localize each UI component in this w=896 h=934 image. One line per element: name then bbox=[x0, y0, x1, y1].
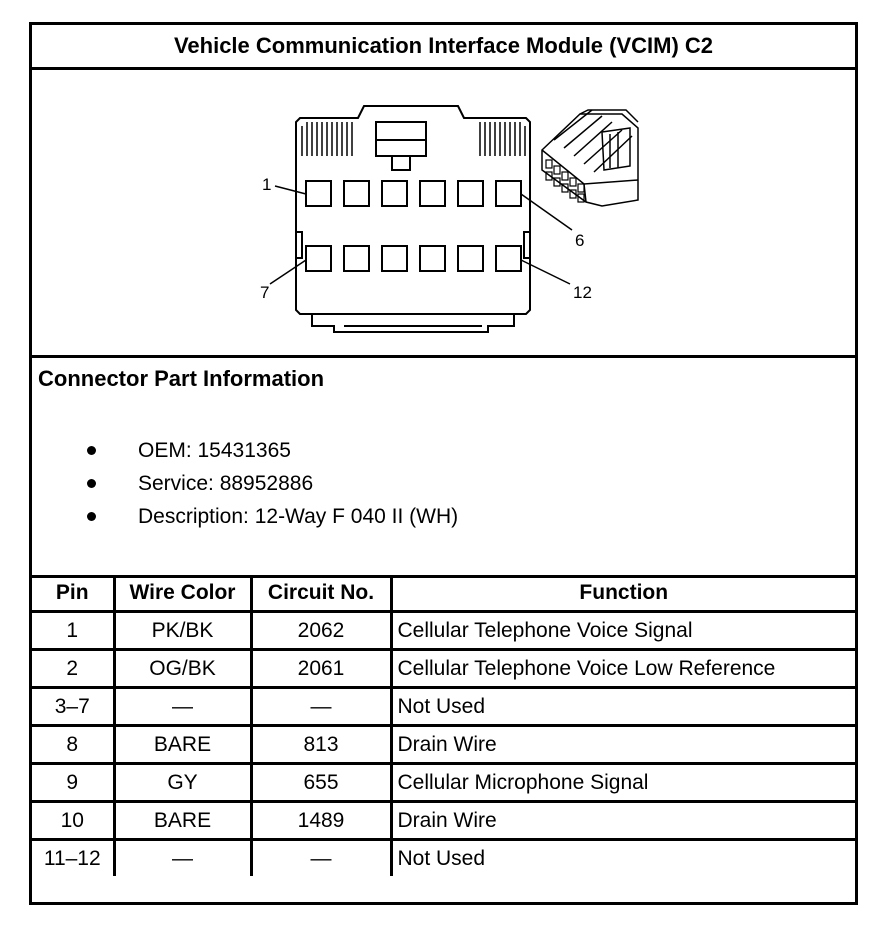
connector-info-list bbox=[32, 434, 458, 533]
list-item bbox=[32, 434, 458, 467]
cell-circuit-no: — bbox=[251, 840, 391, 877]
bullet-icon bbox=[87, 446, 96, 455]
cell-wire-color: OG/BK bbox=[114, 650, 251, 688]
pin-6-label: 6 bbox=[575, 231, 585, 250]
connector-3d-view bbox=[542, 110, 638, 206]
table-row bbox=[32, 688, 855, 726]
pin-7-label: 7 bbox=[260, 283, 270, 302]
pin-12-label: 12 bbox=[573, 283, 592, 302]
table-row bbox=[32, 764, 855, 802]
table-row bbox=[32, 612, 855, 650]
cell-function: Not Used bbox=[391, 688, 855, 726]
page-title: Vehicle Communication Interface Module (VCIM) C2 bbox=[32, 25, 855, 70]
table-row bbox=[32, 840, 855, 877]
cell-pin: 11–12 bbox=[32, 840, 114, 877]
left-latch-ribs bbox=[302, 122, 352, 156]
connector-diagram bbox=[32, 70, 855, 358]
cell-circuit-no: — bbox=[251, 688, 391, 726]
oem-part-number: OEM: 15431365 bbox=[138, 439, 291, 462]
cell-pin: 3–7 bbox=[32, 688, 114, 726]
cell-pin: 2 bbox=[32, 650, 114, 688]
header-wire-color: Wire Color bbox=[114, 575, 251, 612]
cell-wire-color: BARE bbox=[114, 726, 251, 764]
cell-function: Drain Wire bbox=[391, 802, 855, 840]
bullet-icon bbox=[87, 512, 96, 521]
header-function: Function bbox=[391, 575, 855, 612]
header-pin: Pin bbox=[32, 575, 114, 612]
pin-1-label: 1 bbox=[262, 175, 272, 194]
table-row bbox=[32, 726, 855, 764]
table-row bbox=[32, 650, 855, 688]
connector-sheet bbox=[29, 22, 858, 905]
cell-wire-color: — bbox=[114, 840, 251, 877]
cell-pin: 10 bbox=[32, 802, 114, 840]
cell-circuit-no: 813 bbox=[251, 726, 391, 764]
cell-wire-color: GY bbox=[114, 764, 251, 802]
cell-function: Cellular Telephone Voice Signal bbox=[391, 612, 855, 650]
service-part-number: Service: 88952886 bbox=[138, 472, 314, 495]
cell-function: Drain Wire bbox=[391, 726, 855, 764]
bullet-icon bbox=[87, 479, 96, 488]
pin-1-leader bbox=[275, 186, 306, 194]
connector-part-information bbox=[32, 358, 855, 578]
cell-pin: 9 bbox=[32, 764, 114, 802]
cell-pin: 1 bbox=[32, 612, 114, 650]
cell-circuit-no: 1489 bbox=[251, 802, 391, 840]
cell-function: Cellular Microphone Signal bbox=[391, 764, 855, 802]
cell-function: Not Used bbox=[391, 840, 855, 877]
table-row bbox=[32, 802, 855, 840]
table-header-row bbox=[32, 575, 855, 612]
cell-wire-color: BARE bbox=[114, 802, 251, 840]
cell-wire-color: PK/BK bbox=[114, 612, 251, 650]
bottom-row-cavities bbox=[306, 246, 521, 271]
pin-7-leader bbox=[270, 260, 306, 284]
pin-6-leader bbox=[521, 194, 572, 230]
cell-function: Cellular Telephone Voice Low Reference bbox=[391, 650, 855, 688]
list-item bbox=[32, 467, 458, 500]
connector-drawing bbox=[32, 70, 855, 355]
connector-bottom-flange bbox=[312, 314, 514, 332]
pin-12-leader bbox=[521, 260, 570, 284]
header-circuit-no: Circuit No. bbox=[251, 575, 391, 612]
cell-pin: 8 bbox=[32, 726, 114, 764]
connector-info-heading: Connector Part Information bbox=[38, 366, 325, 391]
list-item bbox=[32, 500, 458, 533]
top-row-cavities bbox=[306, 181, 521, 206]
right-latch-ribs bbox=[480, 122, 525, 156]
cell-circuit-no: 655 bbox=[251, 764, 391, 802]
connector-description: Description: 12-Way F 040 II (WH) bbox=[138, 505, 459, 528]
cell-circuit-no: 2062 bbox=[251, 612, 391, 650]
cell-circuit-no: 2061 bbox=[251, 650, 391, 688]
cell-wire-color: — bbox=[114, 688, 251, 726]
pinout-table bbox=[32, 575, 855, 876]
